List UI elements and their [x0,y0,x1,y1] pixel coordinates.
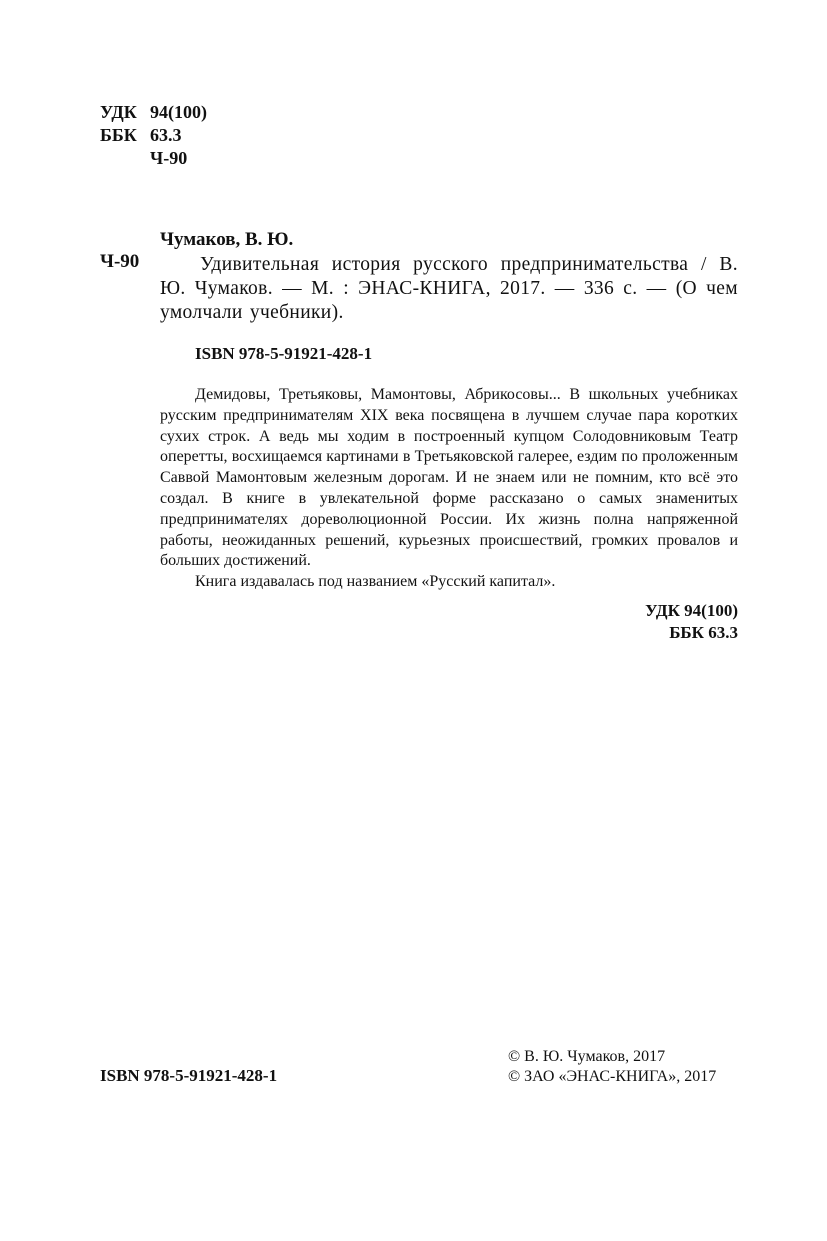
bibliographic-description: Удивительная история русского предпринимательства / В. Ю. Чумаков. — М. : ЭНАС-КНИГА, 2017. — 336 с. — (О чем умолчали учебники). [160,254,738,323]
copyright-block [508,1047,716,1087]
bbk-label: ББК [100,125,137,145]
isbn-footer: ISBN 978-5-91921-428-1 [100,1066,278,1085]
author-name: Чумаков, В. Ю. [160,229,294,250]
udk-value: 94(100) [150,102,207,122]
udk-code-right: УДК 94(100) [645,600,738,620]
author-sign-row [100,147,207,170]
author-sign: Ч-90 [150,148,188,168]
annotation-text: Демидовы, Третьяковы, Мамонтовы, Абрикосовы... В школьных учебниках русским предпринимателям XIX века посвящена в лучшем случае пара коротких сухих строк. А ведь мы ходим в построенный купцом Солодовниковым Театр оперетты, восхищаемся картинами в Третьяковской галерее, ездим по проложенным Саввой Мамонтовым железным дорогам. И не знаем или не помним, кто всё это создал. В книге в увлекательной форме рассказано о самых знаменитых предпринимателях дореволюционной России. Их жизнь полна напряженной работы, неожиданных решений, курьезных происшествий, громких провалов и больших достижений. [160,386,738,570]
author-mark: Ч-90 [100,251,140,272]
annotation-note: Книга издавалась под названием «Русский капитал». [195,573,556,591]
udk-row [100,101,207,124]
udk-label: УДК [100,102,137,122]
bbk-code-right: ББК 63.3 [669,622,738,642]
author-sign-spacer [100,147,150,170]
bbk-value: 63.3 [150,125,182,145]
classification-codes-right [160,600,738,644]
copyright-author: © В. Ю. Чумаков, 2017 [508,1048,666,1065]
copyright-publisher: © ЗАО «ЭНАС-КНИГА», 2017 [508,1068,717,1085]
bbk-row [100,124,207,147]
bibliographic-record [160,225,738,644]
classification-codes [100,101,207,170]
isbn-record: ISBN 978-5-91921-428-1 [195,344,373,363]
annotation [160,385,738,593]
